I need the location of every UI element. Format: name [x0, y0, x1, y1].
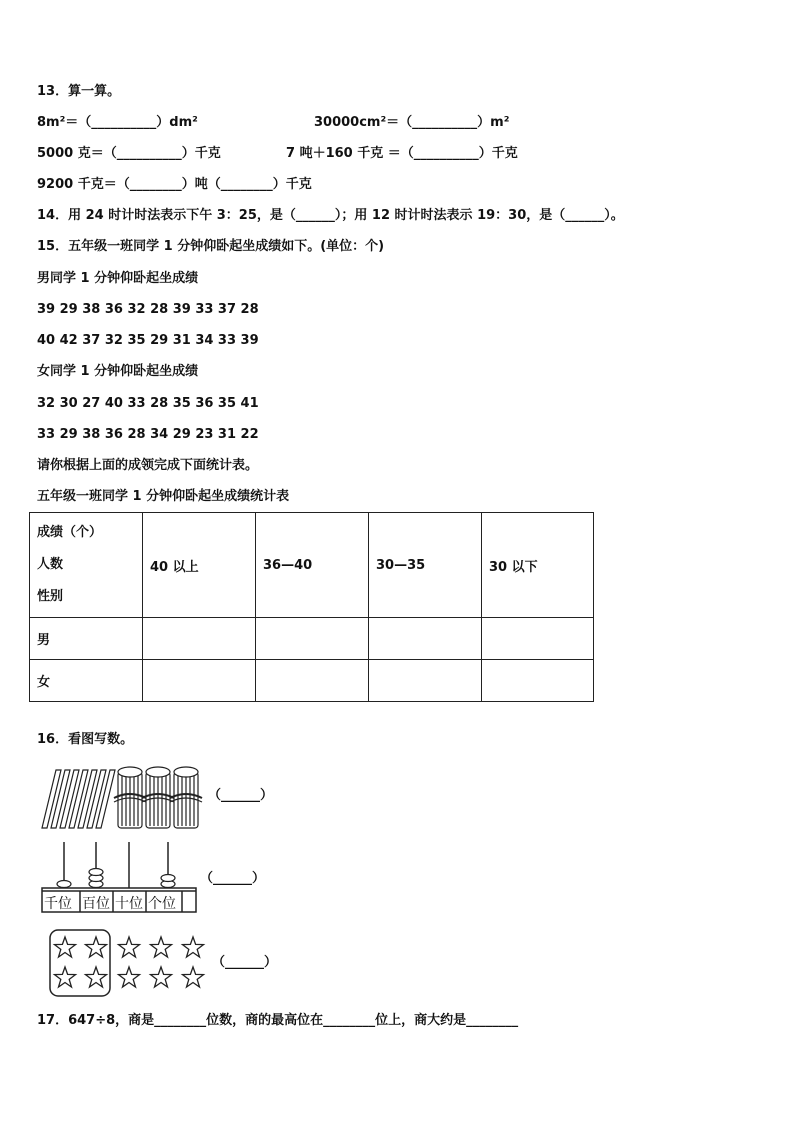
abacus-figure [40, 842, 200, 914]
sticks-bundles-figure [38, 764, 208, 830]
cell-female-40-above[interactable] [143, 660, 256, 702]
q16-answer-2[interactable]: （______） [200, 871, 266, 886]
bundle-of-ten-3 [170, 767, 202, 828]
q16-title: 16．看图写数。 [37, 732, 134, 747]
stat-table [29, 512, 594, 702]
bead-hundreds-3 [89, 869, 103, 876]
abacus-label-ones: 个位 [148, 897, 176, 912]
star-icon [151, 937, 172, 957]
q13-row3: 9200 千克＝（________）吨（________）千克 [37, 177, 312, 192]
bead-ones-2 [161, 875, 175, 882]
star-icon [183, 937, 204, 957]
q13-title: 13．算一算。 [37, 84, 121, 99]
cell-male-36-40[interactable] [256, 618, 369, 660]
col-header-30-35: 30—35 [369, 513, 482, 618]
cell-female-36-40[interactable] [256, 660, 369, 702]
star-icon [55, 967, 76, 987]
q15-title: 15．五年级一班同学 1 分钟仰卧起坐成绩如下。(单位：个) [37, 239, 385, 254]
col-header-40-above: 40 以上 [143, 513, 256, 618]
corner-count: 人数 [37, 557, 64, 572]
corner-cell [30, 513, 143, 618]
q13-row2-left: 5000 克＝（__________）千克 [37, 146, 221, 161]
abacus-label-thousands: 千位 [44, 897, 72, 912]
q15-girls-row2: 33 29 38 36 28 34 29 23 31 22 [37, 427, 259, 442]
star-icon [151, 967, 172, 987]
q16-answer-3[interactable]: （______） [212, 955, 278, 970]
star-icon [55, 937, 76, 957]
q13-row1-left: 8m²＝（__________）dm² [37, 115, 198, 130]
q14-text: 14．用 24 时计时法表示下午 3：25，是（______）；用 12 时计时法表示 19：30，是（______）。 [37, 208, 624, 223]
star-icon [119, 967, 140, 987]
corner-gender: 性别 [37, 589, 64, 604]
cell-female-30-35[interactable] [369, 660, 482, 702]
stars-figure [48, 928, 214, 998]
q15-boys-label: 男同学 1 分钟仰卧起坐成绩 [37, 271, 199, 286]
cell-female-30-below[interactable] [482, 660, 594, 702]
row-header-female: 女 [30, 660, 143, 702]
bead-thousands [57, 881, 71, 888]
q15-boys-row2: 40 42 37 32 35 29 31 34 33 39 [37, 333, 259, 348]
q13-row1-right: 30000cm²＝（__________）m² [314, 115, 510, 130]
abacus-label-tens: 十位 [115, 897, 143, 912]
star-icon [119, 937, 140, 957]
col-header-30-below: 30 以下 [482, 513, 594, 618]
bundle-of-ten-1 [114, 767, 146, 828]
abacus-label-hundreds: 百位 [82, 897, 110, 912]
loose-sticks [42, 770, 115, 828]
row-header-male: 男 [30, 618, 143, 660]
q15-instruction: 请你根据上面的成领完成下面统计表。 [37, 458, 259, 473]
cell-male-40-above[interactable] [143, 618, 256, 660]
q15-girls-row1: 32 30 27 40 33 28 35 36 35 41 [37, 396, 259, 411]
q13-row2-right: 7 吨＋160 千克 ＝（__________）千克 [286, 146, 518, 161]
star-icon [86, 937, 107, 957]
q15-table-title: 五年级一班同学 1 分钟仰卧起坐成绩统计表 [37, 489, 290, 504]
cell-male-30-35[interactable] [369, 618, 482, 660]
q15-boys-row1: 39 29 38 36 32 28 39 33 37 28 [37, 302, 259, 317]
corner-score: 成绩（个） [37, 525, 103, 540]
q16-answer-1[interactable]: （______） [208, 788, 274, 803]
cell-male-30-below[interactable] [482, 618, 594, 660]
star-icon [183, 967, 204, 987]
q17-text: 17．647÷8，商是________位数，商的最高位在________位上，商大约是________ [37, 1013, 519, 1028]
q15-girls-label: 女同学 1 分钟仰卧起坐成绩 [37, 364, 199, 379]
bundle-of-ten-2 [142, 767, 174, 828]
col-header-36-40: 36—40 [256, 513, 369, 618]
star-icon [86, 967, 107, 987]
